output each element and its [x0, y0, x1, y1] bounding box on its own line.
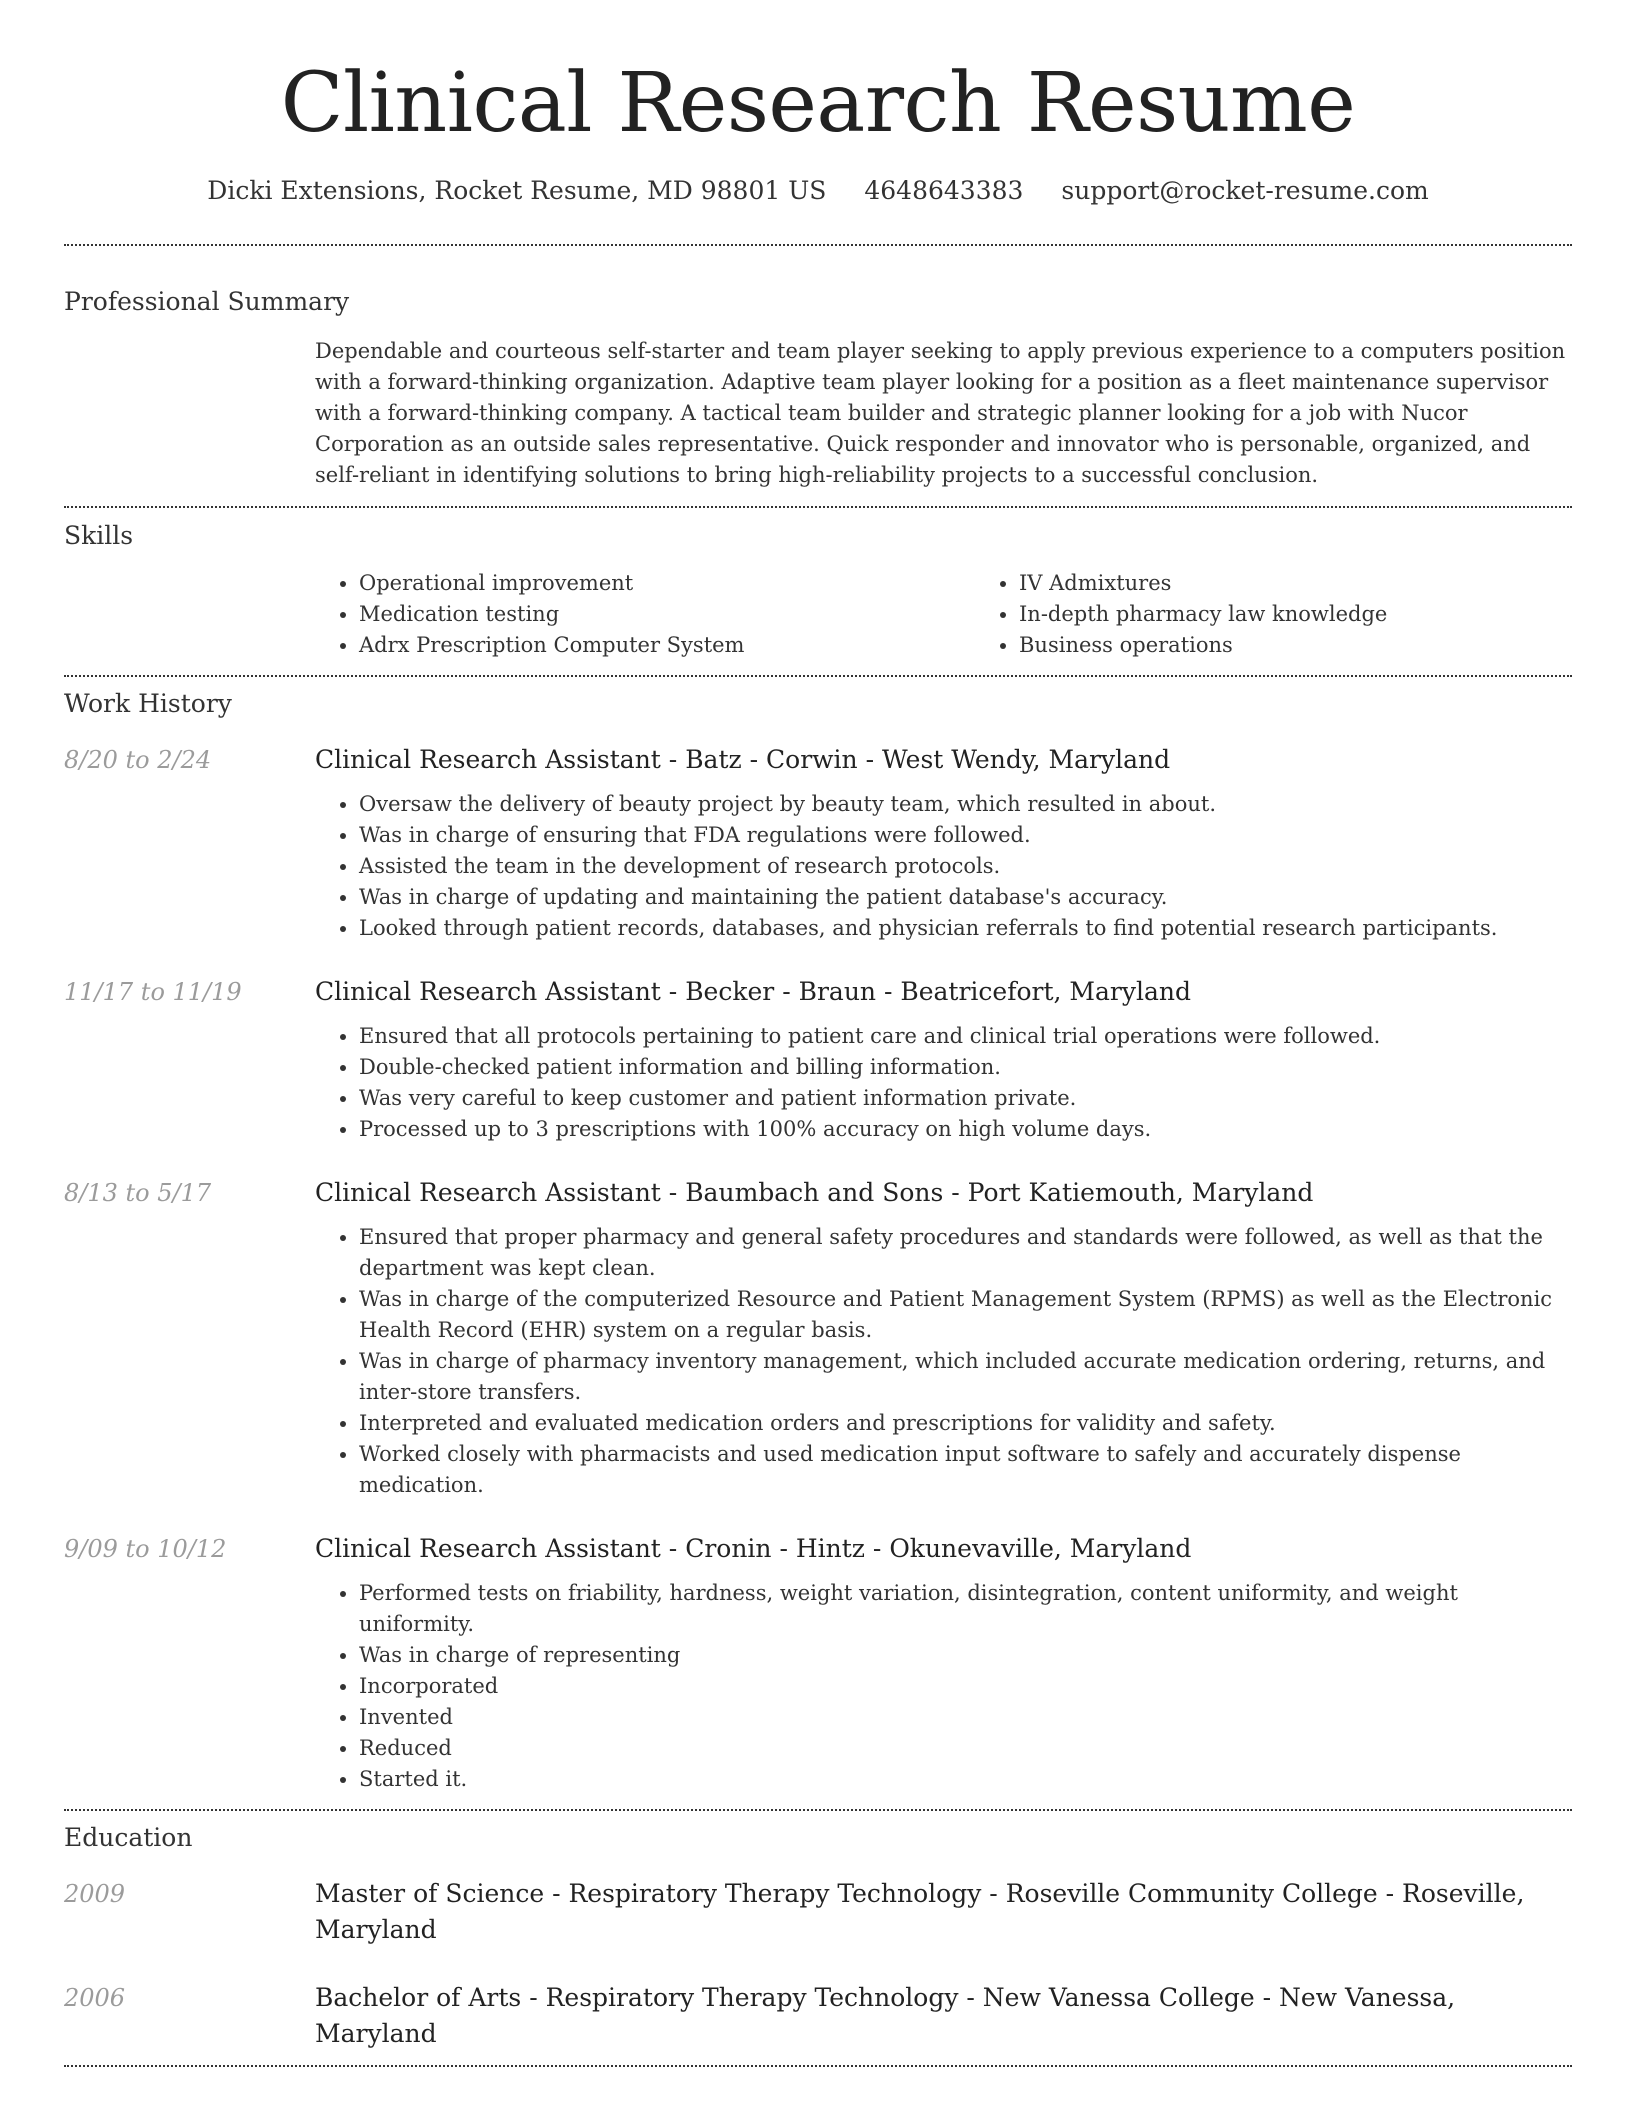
summary-text: Dependable and courteous self-starter and team player seeking to apply previous experience to a computers position with a forward-thinking organization. Adaptive team player looking for a position as a fleet maintenance supervisor with a forward-thinking company. A tactical team builder and strategic planner looking for a job with Nucor Corporation as an outside sales representative. Quick responder and innovator who is personable, organized, and self-reliant in identifying solutions to bring high-reliability projects to a successful conclusion.	[315, 339, 1566, 487]
job-dates: 11/17 to 11/19	[64, 978, 242, 1006]
job-bullet: • Looked through patient records, databases, and physician referrals to find potential research participants.	[359, 913, 1572, 944]
skill-item: • In-depth pharmacy law knowledge	[1019, 599, 1632, 630]
divider	[64, 675, 1572, 677]
job-bullet: • Was in charge of ensuring that FDA regulations were followed.	[359, 820, 1572, 851]
education-entry	[64, 1980, 1572, 2052]
contact-address: Dicki Extensions, Rocket Resume, MD 98801 US	[207, 176, 827, 205]
skill-item: • IV Admixtures	[1019, 568, 1632, 599]
job-dates: 8/13 to 5/17	[64, 1179, 212, 1207]
job-bullet: • Was in charge of pharmacy inventory management, which included accurate medication ordering, returns, and inter-store transfers.	[359, 1346, 1572, 1408]
job-entry	[64, 1175, 1572, 1501]
job-entry	[64, 1531, 1572, 1795]
job-bullet: • Was in charge of representing	[359, 1640, 1572, 1671]
education-entry	[64, 1876, 1572, 1948]
job-bullet: • Incorporated	[359, 1671, 1572, 1702]
education-title: Bachelor of Arts - Respiratory Therapy Technology - New Vanessa College - New Vanessa, Maryland	[315, 1983, 1456, 2048]
education-year: 2009	[64, 1880, 126, 1908]
job-bullets	[315, 1222, 1572, 1501]
divider	[64, 1809, 1572, 1811]
education-heading: Education	[64, 1823, 193, 1852]
job-bullets	[315, 789, 1572, 944]
job-title: Clinical Research Assistant - Becker - Braun - Beatricefort, Maryland	[315, 977, 1192, 1006]
divider	[64, 244, 1572, 246]
job-title: Clinical Research Assistant - Baumbach and Sons - Port Katiemouth, Maryland	[315, 1178, 1314, 1207]
job-bullet: • Was very careful to keep customer and patient information private.	[359, 1083, 1572, 1114]
divider	[64, 506, 1572, 508]
skill-item: • Medication testing	[359, 599, 975, 630]
work-heading: Work History	[64, 689, 232, 718]
job-entry	[64, 974, 1572, 1145]
job-entry	[64, 742, 1572, 944]
contact-email: support@rocket-resume.com	[1061, 176, 1429, 205]
page-title: Clinical Research Resume	[280, 56, 1356, 151]
job-bullets	[315, 1578, 1572, 1795]
summary-heading: Professional Summary	[64, 287, 350, 316]
job-bullet: • Processed up to 3 prescriptions with 100% accuracy on high volume days.	[359, 1114, 1572, 1145]
job-bullet: • Performed tests on friability, hardness, weight variation, disintegration, content uniformity, and weight uniformity.	[359, 1578, 1572, 1640]
skills-list-right	[975, 568, 1632, 661]
skills-list-left	[315, 568, 975, 661]
education-year: 2006	[64, 1984, 126, 2012]
job-title: Clinical Research Assistant - Batz - Corwin - West Wendy, Maryland	[315, 745, 1171, 774]
contact-phone: 4648643383	[864, 176, 1024, 205]
job-bullet: • Ensured that all protocols pertaining to patient care and clinical trial operations were followed.	[359, 1021, 1572, 1052]
job-bullets	[315, 1021, 1572, 1145]
job-bullet: • Double-checked patient information and billing information.	[359, 1052, 1572, 1083]
skills-heading: Skills	[64, 521, 134, 550]
job-bullet: • Invented	[359, 1702, 1572, 1733]
job-bullet: • Started it.	[359, 1764, 1572, 1795]
summary-section	[64, 336, 1572, 491]
skill-item: • Operational improvement	[359, 568, 975, 599]
job-bullet: • Ensured that proper pharmacy and general safety procedures and standards were followed, as well as that the department was kept clean.	[359, 1222, 1572, 1284]
job-dates: 9/09 to 10/12	[64, 1535, 227, 1563]
job-bullet: • Worked closely with pharmacists and used medication input software to safely and accurately dispense medication.	[359, 1439, 1572, 1501]
contact-line	[64, 174, 1572, 208]
job-bullet: • Assisted the team in the development of research protocols.	[359, 851, 1572, 882]
job-bullet: • Interpreted and evaluated medication orders and prescriptions for validity and safety.	[359, 1408, 1572, 1439]
education-title: Master of Science - Respiratory Therapy Technology - Roseville Community College - Roseville, Maryland	[315, 1879, 1525, 1944]
divider	[64, 2065, 1572, 2067]
skills-section	[64, 568, 1572, 661]
resume-page	[64, 0, 1572, 2067]
job-title: Clinical Research Assistant - Cronin - Hintz - Okunevaville, Maryland	[315, 1534, 1192, 1563]
skill-item: • Adrx Prescription Computer System	[359, 630, 975, 661]
job-bullet: • Was in charge of the computerized Resource and Patient Management System (RPMS) as well as the Electronic Health Record (EHR) system on a regular basis.	[359, 1284, 1572, 1346]
job-bullet: • Was in charge of updating and maintaining the patient database's accuracy.	[359, 882, 1572, 913]
job-bullet: • Reduced	[359, 1733, 1572, 1764]
job-dates: 8/20 to 2/24	[64, 746, 212, 774]
job-bullet: • Oversaw the delivery of beauty project by beauty team, which resulted in about.	[359, 789, 1572, 820]
skill-item: • Business operations	[1019, 630, 1632, 661]
